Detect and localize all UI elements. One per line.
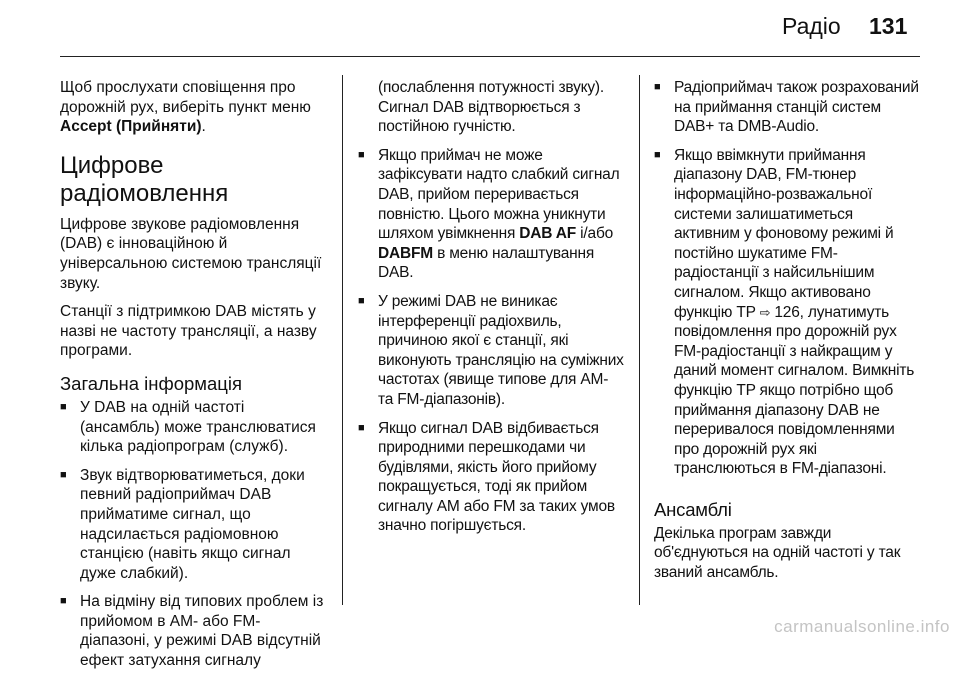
section-heading-digital-radio: Цифрове радіомовлення — [60, 151, 229, 207]
page-number: 131 — [869, 13, 908, 39]
column-2 — [358, 78, 626, 545]
bullet-list-col3 — [654, 78, 922, 479]
list-item: ■ Радіоприймач також розрахований на приймання станцій систем DAB+ та DMB-Audio. — [654, 78, 922, 137]
paragraph-dab-definition: Цифрове звукове радіомовлення (DAB) є інноваційною й універсальною системою трансляції звуку. — [60, 215, 322, 292]
watermark: carmanualsonline.info — [774, 617, 950, 636]
list-item: ■ Якщо приймач не може зафіксувати надто слабкий сигнал DAB, прийом переривається повністю. Цього можна уникнути шляхом увімкнення DAB AF і/або DABFM в меню налаштування DAB. — [358, 146, 626, 283]
column-3 — [654, 78, 922, 592]
paragraph-dab-stations: Станції з підтримкою DAB містять у назві не частоту трансляції, а назву програми. — [60, 303, 317, 360]
list-item: ■ У режимі DAB не виникає інтерференції радіохвиль, причиною якої є станції, які виконують трансляцію на суміжних частотах (явище типове для AM- та FM-діапазонів). — [358, 292, 626, 410]
subheading-general-info: Загальна інформація — [60, 372, 243, 394]
column-divider-1 — [342, 75, 343, 605]
bullet-list-general — [60, 398, 328, 671]
accept-menu-item: Accept (Прийняти) — [60, 118, 202, 136]
section-heading-ensembles: Ансамблі — [654, 498, 732, 520]
paragraph-ensembles: Декілька програм завжди об'єднуються на одній частоті у так званий ансамбль. — [654, 524, 901, 582]
dabfm-setting: DABFM — [378, 244, 433, 262]
list-item: ■ На відміну від типових проблем із прийомом в AM- або FM-діапазоні, у режимі DAB відсутній ефект затухання сигналу — [60, 592, 328, 670]
list-item: ■ У DAB на одній частоті (ансамбль) може транслюватися кілька радіопрограм (служб). — [60, 398, 328, 457]
list-item: ■ Якщо сигнал DAB відбивається природними перешкодами чи будівлями, якість його прийому покращується, тоді як прийом сигналу AM або FM за таких умов значно погіршується. — [358, 419, 626, 537]
column-divider-2 — [639, 75, 640, 605]
continuation-paragraph: (послаблення потужності звуку). Сигнал DAB відтворюється з постійною гучністю. — [378, 79, 604, 136]
column-1 — [60, 78, 328, 680]
list-item: ■ Якщо ввімкнути приймання діапазону DAB, FM-тюнер інформаційно-розважальної системи залишатиметься активним у фоновому режимі й постійно шукатиме FM-радіостанції з найсильнішим сигналом. Якщо активовано функцію TP ⇨ 126, лунатимуть повідомлення про дорожній рух FM-радіостанції з найкращим у даний момент сигналом. Вимкніть функцію TP якщо потрібно щоб приймання діапазону DAB не переривалося повідомленнями про дорожній рух які транслюються в FM-діапазоні. — [654, 146, 922, 479]
intro-paragraph: Щоб прослухати сповіщення про дорожній рух, виберіть пункт меню Accept (Прийняти). — [60, 79, 311, 136]
page-reference-arrow-icon: ⇨ — [759, 304, 771, 320]
dab-af-setting: DAB AF — [519, 225, 577, 243]
page-header-title: Радіо — [782, 13, 841, 39]
bullet-list-col2 — [358, 146, 626, 536]
list-item: ■ Звук відтворюватиметься, доки певний радіоприймач DAB прийматиме сигнал, що надсилається радіомовною станцією (навіть якщо сигнал дуже слабкий). — [60, 466, 328, 584]
header-divider — [60, 56, 920, 57]
